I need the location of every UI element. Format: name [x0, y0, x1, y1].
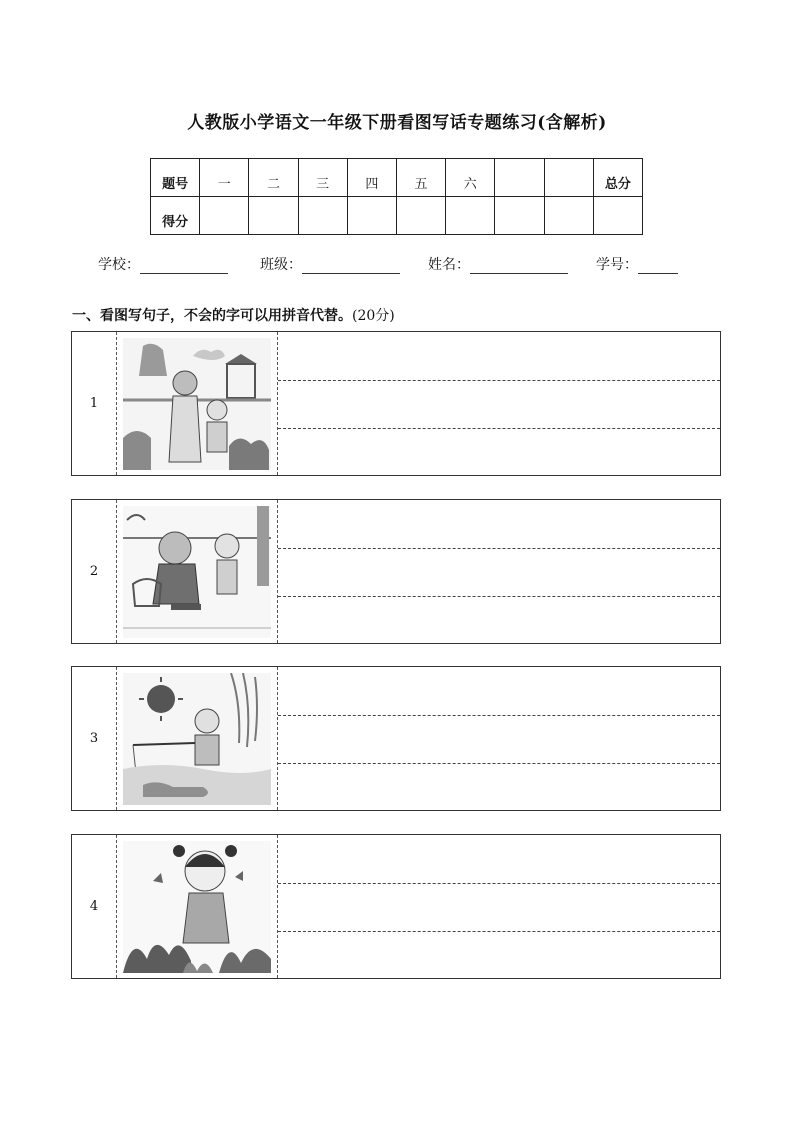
- student-no-field: [596, 254, 678, 274]
- writing-line[interactable]: [278, 883, 720, 884]
- exercise-number: 1: [72, 332, 117, 475]
- section-heading-text: 一、看图写句子，不会的字可以用拼音代替。: [72, 308, 352, 324]
- page-title: 人教版小学语文一年级下册看图写话专题练习(含解析): [187, 113, 607, 133]
- score-header-total: 总分: [593, 159, 642, 197]
- score-table: [150, 158, 643, 235]
- student-no-label: 学号：: [596, 257, 638, 273]
- mother-and-child-garden-illustration: [123, 338, 271, 470]
- score-cell[interactable]: [446, 197, 495, 235]
- writing-line[interactable]: [278, 715, 720, 716]
- exercise-picture-2: [117, 500, 278, 643]
- exercise-number: 4: [72, 835, 117, 978]
- score-table-header-row: [151, 159, 643, 197]
- writing-line[interactable]: [278, 931, 720, 932]
- score-row-label: 得分: [151, 197, 200, 235]
- score-header-cell: [544, 159, 593, 197]
- score-table-score-row: [151, 197, 643, 235]
- school-label: 学校：: [98, 257, 140, 273]
- exercise-picture-4: [117, 835, 278, 978]
- exercise-box-3: [71, 666, 721, 811]
- exercise-picture-3: [117, 667, 278, 810]
- exercise-number: 2: [72, 500, 117, 643]
- score-cell[interactable]: [249, 197, 298, 235]
- score-cell[interactable]: [544, 197, 593, 235]
- exercise-box-1: [71, 331, 721, 476]
- score-header-label: 题号: [151, 159, 200, 197]
- class-label: 班级：: [260, 257, 302, 273]
- score-header-cell: 五: [396, 159, 445, 197]
- class-field: [260, 254, 400, 274]
- score-header-cell: 一: [200, 159, 249, 197]
- exercise-number: 3: [72, 667, 117, 810]
- writing-line[interactable]: [278, 428, 720, 429]
- name-label: 姓名：: [428, 257, 470, 273]
- boy-fishing-illustration: [123, 673, 271, 805]
- student-no-blank[interactable]: [638, 259, 678, 274]
- score-header-cell: 四: [347, 159, 396, 197]
- grandma-and-boy-illustration: [123, 506, 271, 638]
- score-header-cell: 二: [249, 159, 298, 197]
- section-heading: [72, 305, 395, 325]
- exercise-box-2: [71, 499, 721, 644]
- name-blank[interactable]: [470, 259, 568, 274]
- exercise-picture-1: [117, 332, 278, 475]
- score-cell-total[interactable]: [593, 197, 642, 235]
- girl-with-butterflies-illustration: [123, 841, 271, 973]
- score-cell[interactable]: [495, 197, 544, 235]
- writing-line[interactable]: [278, 763, 720, 764]
- score-header-cell: 三: [298, 159, 347, 197]
- exercise-box-4: [71, 834, 721, 979]
- section-points: (20分): [352, 308, 395, 324]
- school-field: [98, 254, 228, 274]
- name-field: [428, 254, 568, 274]
- school-blank[interactable]: [140, 259, 228, 274]
- student-info: [98, 254, 698, 274]
- score-cell[interactable]: [396, 197, 445, 235]
- score-header-cell: [495, 159, 544, 197]
- score-header-cell: 六: [446, 159, 495, 197]
- writing-line[interactable]: [278, 380, 720, 381]
- writing-line[interactable]: [278, 596, 720, 597]
- score-cell[interactable]: [347, 197, 396, 235]
- class-blank[interactable]: [302, 259, 400, 274]
- writing-line[interactable]: [278, 548, 720, 549]
- score-cell[interactable]: [200, 197, 249, 235]
- score-cell[interactable]: [298, 197, 347, 235]
